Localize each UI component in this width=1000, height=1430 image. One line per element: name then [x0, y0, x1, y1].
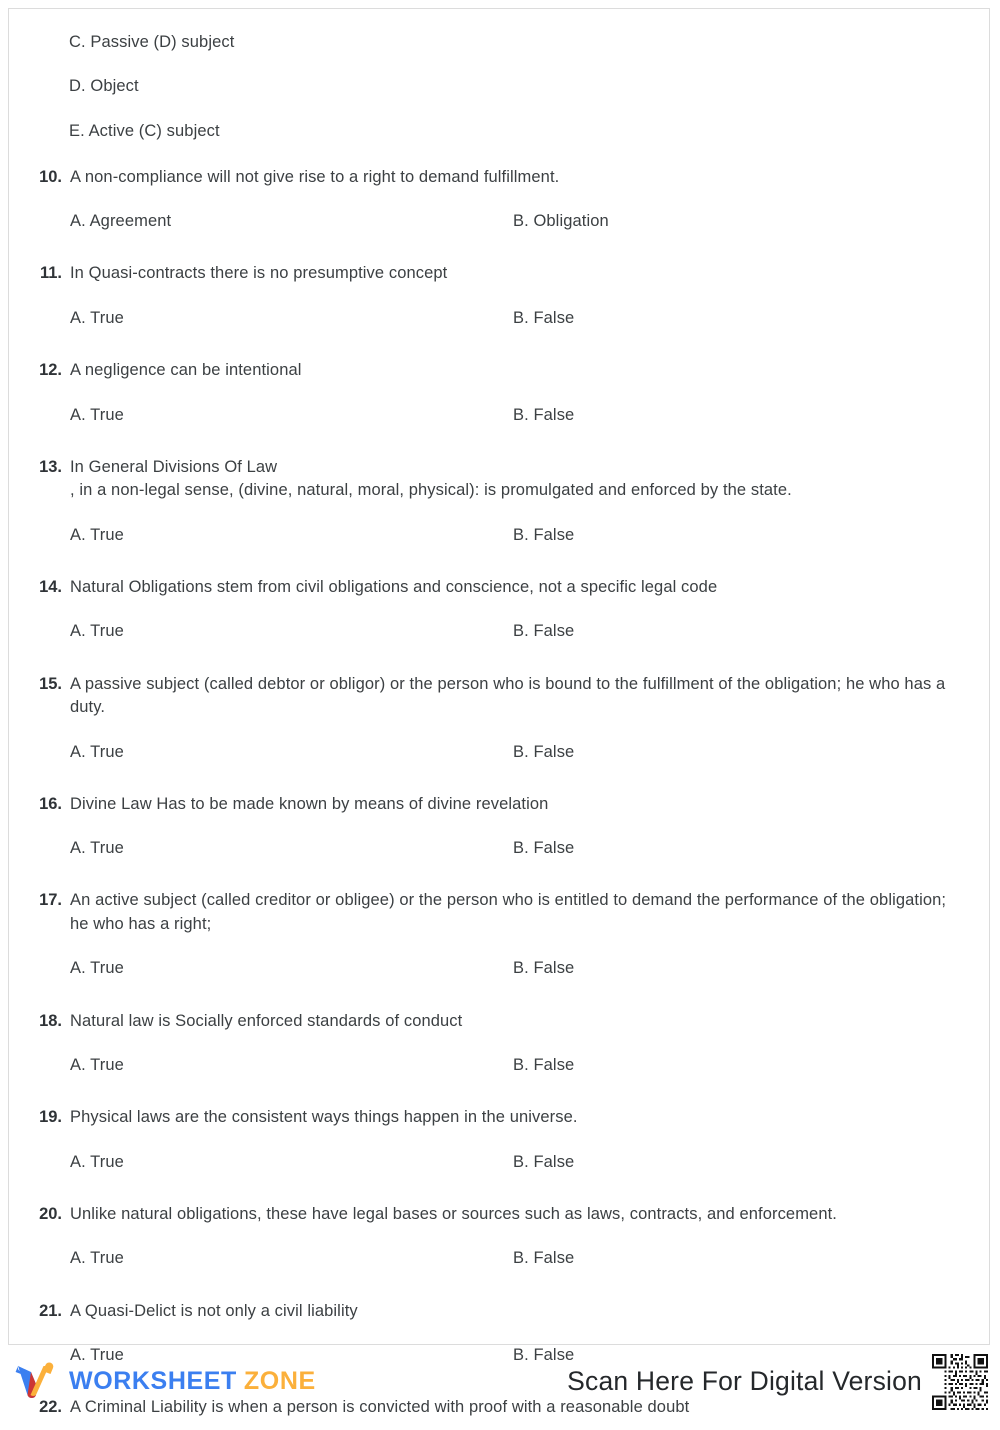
question-text: An active subject (called creditor or obligee) or the person who is entitled to demand the performance of the obligation; he who has a right;: [70, 891, 947, 933]
answer-option-a[interactable]: A. True: [70, 405, 124, 424]
page-content: [9, 9, 989, 1430]
question-text: Divine Law Has to be made known by means of divine revelation: [70, 794, 549, 813]
question-text-line1: In General Divisions Of Law: [70, 457, 278, 476]
answer-option-a[interactable]: A. True: [70, 1152, 124, 1171]
answer-option-b[interactable]: B. False: [513, 622, 575, 641]
question-number: 16.: [39, 794, 62, 813]
answer-option-b[interactable]: B. False: [513, 525, 575, 544]
answer-options: [70, 210, 961, 232]
brand-name-secondary: ZONE: [243, 1367, 316, 1395]
question-body: [62, 793, 961, 878]
answer-option-b[interactable]: B. False: [513, 1346, 575, 1365]
question-item: [28, 1010, 961, 1095]
question-item: [28, 166, 961, 251]
page-footer: [0, 1349, 1000, 1414]
answer-options: [70, 957, 961, 979]
question-text: Natural law is Socially enforced standards of conduct: [70, 1011, 463, 1030]
question-text: A passive subject (called debtor or obligor) or the person who is bound to the fulfillment of the obligation; he who has a duty.: [70, 674, 946, 717]
question-number: 20.: [39, 1204, 62, 1223]
answer-options: [70, 1247, 961, 1269]
scan-label: Scan Here For Digital Version: [567, 1366, 922, 1396]
answer-option-b[interactable]: B. False: [513, 1152, 575, 1171]
continued-options-list: [28, 31, 961, 142]
question-text: A Quasi-Delict is not only a civil liability: [70, 1301, 358, 1320]
answer-option-b[interactable]: B. False: [513, 308, 575, 327]
brand-name-primary: WORKSHEET: [69, 1367, 237, 1395]
question-item: [28, 673, 961, 781]
question-body: [62, 673, 961, 781]
answer-option-a[interactable]: A. True: [70, 1346, 124, 1365]
question-number: 10.: [39, 167, 62, 186]
question-body: [62, 1010, 961, 1095]
question-number: 22.: [39, 1398, 62, 1417]
question-body: [62, 166, 961, 251]
question-body: [62, 1203, 961, 1288]
question-number: 13.: [39, 457, 62, 476]
qr-code-icon[interactable]: [930, 1352, 990, 1412]
question-number: 19.: [39, 1108, 62, 1127]
question-text: Physical laws are the consistent ways things happen in the universe.: [70, 1108, 578, 1127]
answer-options: [70, 1151, 961, 1173]
answer-option-a[interactable]: A. True: [70, 1055, 124, 1074]
answer-option-a[interactable]: A. True: [70, 1249, 124, 1268]
answer-option-a[interactable]: A. True: [70, 622, 124, 641]
answer-option-a[interactable]: A. True: [70, 308, 124, 327]
question-item: [28, 576, 961, 661]
question-text-line2: , in a non-legal sense, (divine, natural, moral, physical): is promulgated and enforced by the state.: [70, 481, 792, 500]
question-item: [28, 262, 961, 347]
answer-options: [70, 741, 961, 763]
question-body: [62, 262, 961, 347]
question-number: 14.: [39, 577, 62, 596]
question-item: [28, 1203, 961, 1288]
question-number: 12.: [39, 361, 62, 380]
answer-option-b[interactable]: B. False: [513, 742, 575, 761]
question-body: [62, 889, 961, 997]
answer-option-b[interactable]: B. False: [513, 405, 575, 424]
answer-option-b[interactable]: B. Obligation: [513, 212, 609, 231]
answer-options: [70, 404, 961, 426]
question-text: Unlike natural obligations, these have legal bases or sources such as laws, contracts, and enforcement.: [70, 1204, 837, 1223]
answer-option-a[interactable]: A. True: [70, 525, 124, 544]
answer-options: [70, 1054, 961, 1076]
question-text: A negligence can be intentional: [70, 361, 302, 380]
question-number: 21.: [39, 1301, 62, 1320]
answer-option-a[interactable]: A. True: [70, 959, 124, 978]
answer-options: [70, 620, 961, 642]
answer-option-b[interactable]: B. False: [513, 1249, 575, 1268]
question-body: [62, 576, 961, 661]
answer-options: [70, 307, 961, 329]
answer-option-b[interactable]: B. False: [513, 839, 575, 858]
question-number: 11.: [39, 264, 62, 283]
brand-logo[interactable]: [14, 1362, 316, 1402]
question-body: [62, 1106, 961, 1191]
question-body: [62, 359, 961, 444]
option-e[interactable]: E. Active (C) subject: [69, 121, 220, 140]
question-item: [28, 456, 961, 564]
question-item: [28, 1106, 961, 1191]
question-text: A Criminal Liability is when a person is convicted with proof with a reasonable doubt: [70, 1398, 690, 1417]
question-item: [28, 889, 961, 997]
question-text: A non-compliance will not give rise to a right to demand fulfillment.: [70, 167, 560, 186]
answer-options: [70, 837, 961, 859]
question-item: [28, 793, 961, 878]
worksheet-zone-w-logo-icon: [14, 1362, 58, 1402]
question-number: 15.: [39, 674, 62, 693]
scan-cta[interactable]: [567, 1352, 990, 1412]
answer-option-a[interactable]: A. True: [70, 742, 124, 761]
question-number: 18.: [39, 1011, 62, 1030]
answer-options: [70, 524, 961, 546]
option-c[interactable]: C. Passive (D) subject: [69, 33, 235, 51]
question-number: 17.: [39, 891, 62, 910]
answer-option-b[interactable]: B. False: [513, 959, 575, 978]
answer-option-b[interactable]: B. False: [513, 1055, 575, 1074]
question-item: [28, 359, 961, 444]
question-text: In Quasi-contracts there is no presumptive concept: [70, 264, 448, 283]
option-d[interactable]: D. Object: [69, 77, 139, 96]
answer-option-a[interactable]: A. Agreement: [70, 212, 172, 231]
question-text: [70, 456, 955, 503]
answer-option-a[interactable]: A. True: [70, 839, 124, 858]
question-body: [62, 456, 961, 564]
question-text: Natural Obligations stem from civil obligations and conscience, not a specific legal code: [70, 577, 718, 596]
brand-wordmark: [69, 1367, 316, 1396]
